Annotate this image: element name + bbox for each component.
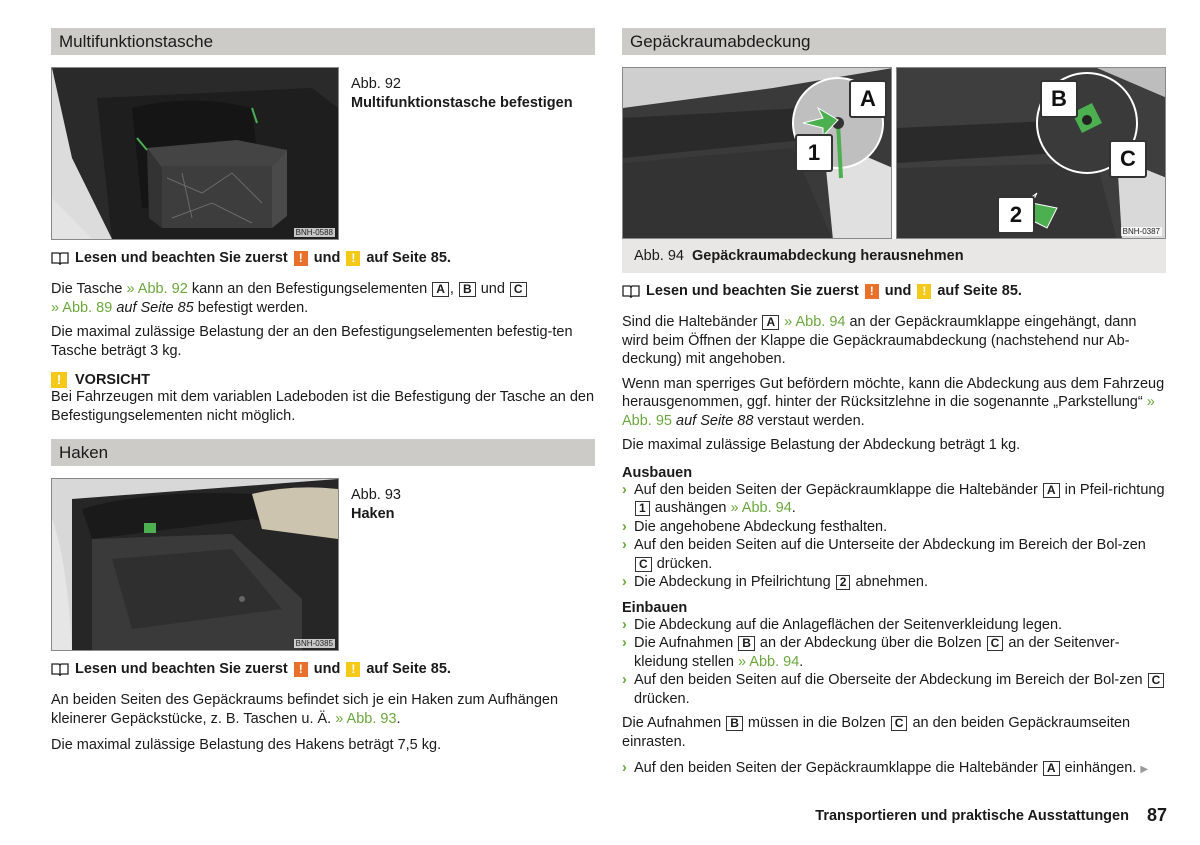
paragraph-max-load-hook: Die maximal zulässige Belastung des Hakens beträgt 7,5 kg. — [51, 737, 442, 753]
paragraph-straps — [622, 313, 1166, 369]
step-text — [634, 671, 1166, 708]
label-box-c: C — [635, 557, 652, 572]
step-text — [634, 573, 928, 592]
caution-label: VORSICHT — [75, 372, 150, 388]
text: . — [396, 710, 401, 727]
text: Die Abdeckung in Pfeilrichtung — [634, 574, 831, 590]
text: in Pfeil-richtung — [1064, 481, 1165, 498]
figure-code: BNH-0588 — [295, 228, 333, 237]
right-column — [622, 28, 1166, 780]
step-text — [634, 536, 1166, 573]
figure-link-94[interactable]: » Abb. 94 — [738, 653, 800, 670]
subheading-einbauen: Einbauen — [622, 599, 688, 616]
figure-code: BNH-0385 — [295, 639, 333, 648]
label-c: C — [1109, 140, 1147, 178]
figure-93-photo — [51, 478, 339, 651]
figure-92-caption — [351, 67, 573, 240]
chevron-right-icon: › — [622, 574, 627, 590]
read-prefix: Lesen und beachten Sie zuerst — [75, 661, 288, 677]
figure-number: Abb. 92 — [351, 76, 401, 92]
text: . — [799, 653, 804, 670]
text: , — [449, 281, 454, 297]
label-box-a: A — [762, 315, 779, 330]
read-suffix: auf Seite 85. — [366, 661, 451, 677]
subheading-ausbauen: Ausbauen — [622, 464, 693, 481]
label-box-1: 1 — [635, 501, 650, 516]
step-text: Die Abdeckung auf die Anlageflächen der Seitenverkleidung legen. — [634, 616, 1063, 633]
book-icon — [622, 284, 640, 298]
read-notice — [51, 250, 595, 266]
chevron-right-icon: › — [622, 760, 627, 776]
page-ref: auf Seite 85 — [116, 299, 194, 316]
text: Auf den beiden Seiten auf die Unterseite der Abdeckung im Bereich der Bol-zen — [634, 537, 1146, 553]
label-box-a: A — [432, 282, 449, 297]
figure-94-photos — [622, 67, 1166, 239]
text: befestigt werden. — [197, 299, 309, 316]
figure-link-92[interactable]: » Abb. 92 — [126, 281, 188, 297]
label-box-b: B — [726, 716, 743, 731]
read-suffix: auf Seite 85. — [366, 250, 451, 266]
section-heading-gepaeckraumabdeckung: Gepäckraumabdeckung — [622, 28, 1166, 55]
chapter-title: Transportieren und praktische Ausstattungen — [815, 807, 1129, 824]
figure-94-left-photo — [622, 67, 892, 239]
caution-text: Bei Fahrzeugen mit dem variablen Ladeboden ist die Befestigung der Tasche an den Befestigungselementen nicht möglich. — [51, 389, 595, 424]
label-box-2: 2 — [836, 575, 851, 590]
figure-number: Abb. 93 — [351, 487, 401, 503]
label-box-a: A — [1043, 761, 1060, 776]
step-final — [622, 759, 1166, 780]
label-box-a: A — [1043, 483, 1060, 498]
text: Die Aufnahmen — [634, 635, 734, 651]
figure-link-89[interactable]: » Abb. 89 — [51, 299, 113, 316]
read-and: und — [884, 283, 912, 299]
step-install-1 — [622, 616, 1166, 635]
figure-94-right-photo — [896, 67, 1166, 239]
figure-code: BNH-0387 — [1122, 227, 1160, 236]
label-2: 2 — [997, 196, 1035, 234]
text: Wenn man sperriges Gut befördern möchte, kann die Abdeckung aus dem Fahrzeug herausgenommen, ggf. hinter der Rücksitzlehne in die sogenannte „Parkstellung“ — [622, 375, 1165, 410]
caution-icon: ! — [917, 284, 931, 299]
text: An beiden Seiten des Gepäckraums befindet sich je ein Haken zum Aufhängen kleinerer Gepäckstücke, z. B. Taschen u. Ä. — [51, 692, 559, 727]
label-box-c: C — [987, 636, 1004, 651]
text: einhängen. — [1064, 760, 1137, 776]
label-box-c: C — [510, 282, 527, 297]
step-text: Die angehobene Abdeckung festhalten. — [634, 518, 888, 535]
caution-icon: ! — [346, 251, 360, 266]
step-text — [634, 759, 1148, 780]
chevron-right-icon: › — [622, 616, 627, 633]
label-box-c: C — [1148, 673, 1165, 688]
figure-title: Gepäckraumabdeckung herausnehmen — [692, 248, 964, 264]
warning-icon: ! — [865, 284, 879, 299]
paragraph-max-load-cover: Die maximal zulässige Belastung der Abdeckung beträgt 1 kg. — [622, 437, 1021, 453]
text: . — [791, 500, 796, 516]
figure-number: Abb. 94 — [634, 248, 684, 264]
text: drücken. — [634, 690, 690, 707]
figure-link-95[interactable]: » Abb. 95 — [622, 394, 1155, 429]
section-heading-multifunktionstasche: Multifunktionstasche — [51, 28, 595, 55]
label-box-b: B — [738, 636, 755, 651]
page-number: 87 — [1146, 805, 1167, 825]
figure-link-94[interactable]: » Abb. 94 — [730, 500, 792, 516]
text: Auf den beiden Seiten auf die Oberseite der Abdeckung im Bereich der Bol-zen — [634, 672, 1143, 688]
label-b: B — [1040, 80, 1078, 118]
text: an den beiden Gepäckraumseiten einrasten. — [622, 715, 1131, 750]
text: Sind die Haltebänder — [622, 314, 758, 330]
read-prefix: Lesen und beachten Sie zuerst — [75, 250, 288, 266]
trunk-hook-illustration — [52, 479, 338, 650]
left-column — [51, 28, 595, 755]
text: verstaut werden. — [757, 412, 865, 429]
text: Die Tasche — [51, 281, 123, 297]
label-a: A — [849, 80, 887, 118]
figure-92 — [51, 67, 595, 240]
label-box-b: B — [459, 282, 476, 297]
text: und — [480, 281, 505, 297]
read-notice — [51, 661, 595, 677]
text: kann an den Befestigungselementen — [191, 281, 428, 297]
figure-92-photo — [51, 67, 339, 240]
step-install-2 — [622, 634, 1166, 671]
chevron-right-icon: › — [622, 672, 627, 688]
page-footer — [815, 805, 1167, 826]
book-icon — [51, 251, 69, 265]
label-1: 1 — [795, 134, 833, 172]
read-and: und — [313, 661, 341, 677]
text: an der Abdeckung über die Bolzen — [759, 635, 982, 651]
caution-heading — [51, 372, 595, 388]
step-install-3 — [622, 671, 1166, 708]
caution-icon: ! — [51, 372, 67, 388]
paragraph-max-load-bag: Die maximal zulässige Belastung der an den Befestigungselementen befestig-ten Tasche beträgt 3 kg. — [51, 324, 573, 359]
paragraph-bulky-goods — [622, 375, 1166, 431]
continue-arrow-icon: ▶ — [1140, 764, 1149, 775]
page-ref: auf Seite 88 — [676, 412, 754, 429]
figure-93-caption — [351, 478, 401, 651]
warning-icon: ! — [294, 251, 308, 266]
warning-icon: ! — [294, 662, 308, 677]
text: drücken. — [656, 555, 713, 572]
read-and: und — [313, 250, 341, 266]
chevron-right-icon: › — [622, 537, 627, 553]
text: Auf den beiden Seiten der Gepäckraumklappe die Haltebänder — [634, 481, 1038, 498]
book-icon — [51, 662, 69, 676]
figure-93 — [51, 478, 595, 651]
text: an der Seitenver-kleidung stellen — [634, 635, 1120, 670]
step-remove-4 — [622, 573, 1166, 592]
text: Die Aufnahmen — [622, 715, 722, 731]
figure-94-caption — [622, 239, 1166, 273]
text: Auf den beiden Seiten der Gepäckraumklappe die Haltebänder — [634, 760, 1038, 776]
step-text — [634, 481, 1166, 518]
chevron-right-icon: › — [622, 518, 627, 535]
read-suffix: auf Seite 85. — [937, 283, 1022, 299]
read-prefix: Lesen und beachten Sie zuerst — [646, 283, 859, 299]
chevron-right-icon: › — [622, 481, 627, 498]
step-text — [634, 634, 1166, 671]
paragraph-hooks — [51, 691, 595, 728]
trunk-bag-illustration — [52, 68, 338, 239]
chevron-right-icon: › — [622, 635, 627, 651]
paragraph-bag-attach — [51, 280, 595, 317]
label-box-c: C — [891, 716, 908, 731]
step-remove-2 — [622, 518, 1166, 537]
caution-icon: ! — [346, 662, 360, 677]
text: an der Gepäckraumklappe eingehängt, dann wird beim Öffnen der Klappe die Gepäckraumabdeckung (nachstehend nur Ab-deckung) mit angehoben. — [622, 314, 1137, 367]
step-remove-1 — [622, 481, 1166, 518]
figure-link-94[interactable]: » Abb. 94 — [784, 314, 846, 330]
figure-title: Multifunktionstasche befestigen — [351, 95, 573, 111]
read-notice — [622, 283, 1166, 299]
text: müssen in die Bolzen — [747, 715, 886, 731]
step-remove-3 — [622, 536, 1166, 573]
figure-title: Haken — [351, 506, 395, 522]
text: aushängen — [654, 500, 727, 516]
figure-link-93[interactable]: » Abb. 93 — [335, 710, 397, 727]
paragraph-receptacles — [622, 714, 1166, 751]
section-heading-haken: Haken — [51, 439, 595, 466]
text: abnehmen. — [855, 574, 928, 590]
